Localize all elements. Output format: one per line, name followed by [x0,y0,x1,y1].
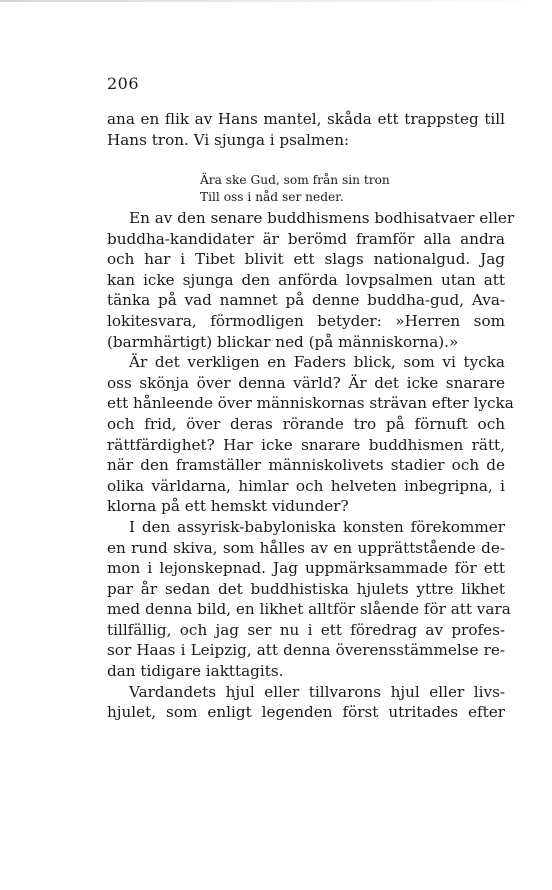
text-line: olika världarna, himlar och helveten inbegripna, i [107,476,505,495]
text-line: en rund skiva, som hålles av en upprättstående de- [107,538,505,557]
intro-paragraph [107,109,505,150]
main-text [107,208,515,723]
text-line: (barmhärtigt) blickar ned (på människorna).» [107,332,459,351]
text-line: oss skönja över denna värld? Är det icke snarare [107,373,505,392]
text-line: Vardandets hjul eller tillvarons hjul eller livs- [129,682,505,701]
text-line: tänka på vad namnet på denne buddha-gud, Ava- [107,291,505,310]
text-line: par år sedan det buddhistiska hjulets yttre likhet [107,579,505,598]
text-line: Är det verkligen en Faders blick, som vi tycka [129,353,505,372]
text-line: En av den senare buddhismens bodhisatvaer eller [129,209,515,227]
text-line: rättfärdighet? Har icke snarare buddhismen rätt, [107,435,505,454]
psalm-line: Ära ske Gud, som från sin tron [200,173,390,187]
text-line: när den framställer människolivets stadier och de [107,456,505,475]
text-line: buddha-kandidater är berömd framför alla andra [107,229,505,248]
text-line: ett hånleende över människornas strävan efter lycka [107,394,514,413]
page-edge-rule [0,0,552,2]
page-number: 206 [107,74,140,93]
text-line: dan tidigare iakttagits. [107,662,284,681]
psalm-quote [200,172,390,206]
text-line: mon i lejonskepnad. Jag uppmärksammade för ett [107,559,505,578]
text-line: och frid, över deras rörande tro på förnuft och [107,414,505,433]
text-line: I den assyrisk-babyloniska konsten förekommer [129,517,505,536]
text-line: klorna på ett hemskt vidunder? [107,497,349,516]
text-line: hjulet, som enligt legenden först utritades efter [107,703,505,722]
text-line: Hans tron. Vi sjunga i psalmen: [107,130,350,149]
text-line: sor Haas i Leipzig, att denna överensstämmelse re- [107,641,505,660]
text-line: lokitesvara, förmodligen betyder: »Herren som [107,311,505,330]
text-line: och har i Tibet blivit ett slags nationalgud. Jag [107,250,505,269]
text-line: tillfällig, och jag ser nu i ett föredrag av profes- [107,620,505,639]
psalm-line: Till oss i nåd ser neder. [200,190,344,204]
text-line: ana en flik av Hans mantel, skåda ett trappsteg till [107,110,505,128]
text-line: med denna bild, en likhet alltför slående för att vara [107,600,511,619]
text-line: kan icke sjunga den anförda lovpsalmen utan att [107,270,505,289]
